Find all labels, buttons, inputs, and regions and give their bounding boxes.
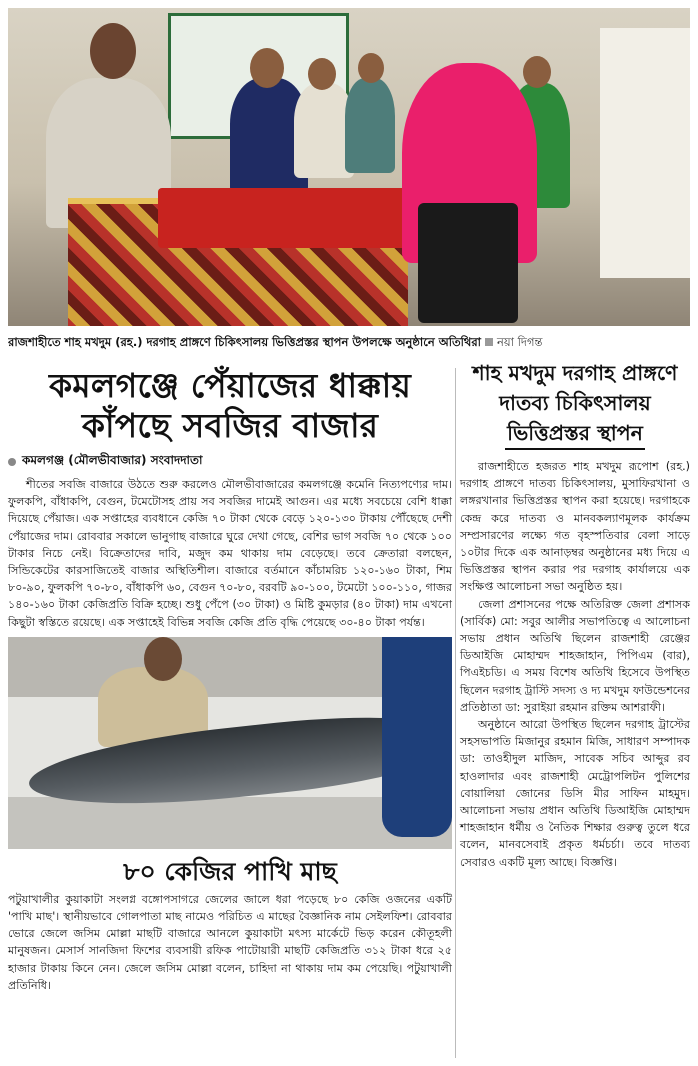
side-headline xyxy=(460,358,690,450)
fish-photo xyxy=(8,637,452,849)
main-headline xyxy=(8,366,452,446)
byline xyxy=(8,452,452,472)
byline-text: কমলগঞ্জ (মৌলভীবাজার) সংবাদদাতা xyxy=(22,453,203,467)
main-body xyxy=(8,476,452,631)
side-headline-line3: ভিত্তিপ্রস্তর স্থাপন xyxy=(505,418,645,450)
main-body-paragraph: শীতের সবজি বাজারে উঠতে শুরু করলেও মৌলভীবাজারের কমলগঞ্জে কমেনি নিত্যপণ্যের দাম। ফুলকপি, বাঁধাকপি, বেগুন, টমেটোসহ প্রায় সব সবজির দামেই আগুন। এর মধ্যে সবচেয়ে বেশি ধাক্কা দিয়েছে পেঁয়াজ। এক সপ্তাহের ব্যবধানে কেজি ৭০ টাকা থেকে বেড়ে ১২০-১৩০ টাকায় পৌঁছেছে দেশী পেঁয়াজের দাম। রোববার সকালে ভানুগাছ বাজারে ঘুরে দেখা গেছে, বেশির ভাগ সবজি ৭০ থেকে ১০০ টাকার নিচে নেই। বিক্রেতাদের দাবি, মজুদ কম থাকায় দাম বেড়েছে। তবে ক্রেতারা বলছেন, সিন্ডিকেটের কারসাজিতেই বাজার অস্থিতিশীল। বাজারে বর্তমানে কাঁচামরিচ ১২০-১৬০ টাকা, শিম ৮০-৯০, ফুলকপি ৭০-৮০, বাঁধাকপি ৬০, বেগুন ৭০-৮০, বরবটি ৯০-১০০, টমেটো ১০০-১১০, গাজর ১৪০-১৬০ টাকা কেজিপ্রতি বিক্রি হচ্ছে। শুধু পেঁপে (৩০ টাকা) ও মিষ্টি কুমড়ার (৪০ টাকা) দাম এখনো কিছুটা স্বস্তিতে রয়েছে। এক সপ্তাহেই বিভিন্ন সবজি কেজি প্রতি বৃদ্ধি পেয়েছে ৩০-৪০ টাকা পর্যন্ত। xyxy=(8,478,452,629)
fish-body-paragraph: পটুয়াখালীর কুয়াকাটা সংলগ্ন বঙ্গোপসাগরে জেলের জালে ধরা পড়েছে ৮০ কেজি ওজনের একটি 'পাখি মাছ'। স্থানীয়ভাবে গোলপাতা মাছ নামেও পরিচিত এ মাছের বৈজ্ঞানিক নাম সেইলফিশ। রোববার ভোরে জেলে জসিম মোল্লা মাছটি বাজারে আনলে কুয়াকাটা মৎস্য মার্কেটে ভিড় করেন কৌতূহলী মানুষজন। মেসার্স সানজিদা ফিশের ব্যবসায়ী রফিক পাটোয়ারী মাছটি কেজিপ্রতি ৩১২ টাকা ধরে ২৫ হাজার টাকায় কিনে নেন। জেলে জসিম মোল্লা বলেন, চাহিদা না থাকায় দাম কম পেয়েছি। পটুয়াখালী প্রতিনিধি। xyxy=(8,892,452,992)
side-column xyxy=(460,358,690,871)
bullet-icon xyxy=(8,458,16,466)
side-headline-line1: শাহ মখদুম দরগাহ প্রাঙ্গণে xyxy=(472,361,678,385)
side-headline-line2: দাতব্য চিকিৎসালয় xyxy=(499,391,651,415)
side-paragraph-1: রাজশাহীতে হজরত শাহ মখদুম রূপোশ (রহ.) দরগাহ প্রাঙ্গণে দাতব্য চিকিৎসালয়, মুসাফিরখানা ও লঙ্গরখানার ভিত্তিপ্রস্তর স্থাপন করা হয়েছে। দরগাহকে কেন্দ্র করে দাতব্য ও মানবকল্যাণমূলক কার্যক্রম সম্প্রসারণের লক্ষ্যে গত বৃহস্পতিবার বেলা সাড়ে ১০টার দিকে এক আনাড়ম্বর অনুষ্ঠানের মধ্য দিয়ে এ ভিত্তিপ্রস্তর স্থাপন করার পর দরগাহ কার্যালয়ে এক সংক্ষিপ্ত আলোচনা সভা অনুষ্ঠিত হয়। xyxy=(460,460,690,594)
main-column xyxy=(8,358,452,994)
main-headline-line2: কাঁপছে সবজির বাজার xyxy=(81,406,379,445)
side-paragraph-2: জেলা প্রশাসনের পক্ষে অতিরিক্ত জেলা প্রশাসক (সার্বিক) মো: সবুর আলীর সভাপতিত্বে এ আলোচনা সভায় প্রধান অতিথি ছিলেন রাজশাহী রেঞ্জের ডিআইজি মোহাম্মদ শাহজাহান, পিপিএম (বার), পিএইচডি। এ সময় বিশেষ অতিথি হিসেবে উপস্থিত ছিলেন দরগাহ ট্রাস্টি সদস্য ও দ্য মখদুম ফাউন্ডেশনের প্রতিষ্ঠাতা ডা: সুরাইয়া রহমান রক্তিম আশরাফী। xyxy=(460,597,690,714)
main-headline-line1: কমলগঞ্জে পেঁয়াজের ধাক্কায় xyxy=(49,366,411,405)
caption-source: নয়া দিগন্ত xyxy=(497,335,543,349)
side-paragraph-3: অনুষ্ঠানে আরো উপস্থিত ছিলেন দরগাহ ট্রাস্টের সহসভাপতি মিজানুর রহমান মিজি, সাধারণ সম্পাদক ডা: তাওহীদুল মাজিদ, সাবেক সচিব আব্দুর রব হাওলাদার এবং রাজশাহী মেট্রোপলিটন পুলিশের বোয়ালিয়া জোনের ডিসি মীর সাফিন মাহমুদ। আলোচনা সভায় প্রধান অতিথি ডিআইজি মোহাম্মদ শাহজাহান ধর্মীয় ও নৈতিক শিক্ষার গুরুত্ব তুলে ধরে বলেন, মানবসেবাই প্রকৃত ধর্মচর্চা। তবে দাতব্য সেবারও একটি মূল্য আছে। বিজ্ঞপ্তি। xyxy=(460,718,690,869)
fish-headline: ৮০ কেজির পাখি মাছ xyxy=(123,856,337,886)
photo-caption xyxy=(8,332,690,352)
event-photo xyxy=(8,8,690,326)
newspaper-page xyxy=(8,8,690,1058)
side-body xyxy=(460,458,690,871)
square-icon xyxy=(485,338,493,346)
column-divider xyxy=(455,368,456,1058)
caption-text: রাজশাহীতে শাহ মখদুম (রহ.) দরগাহ প্রাঙ্গণে চিকিৎসালয় ভিত্তিপ্রস্তর স্থাপন উপলক্ষে অনুষ্ঠানে অতিথিরা xyxy=(8,335,482,349)
fish-body xyxy=(8,891,452,994)
